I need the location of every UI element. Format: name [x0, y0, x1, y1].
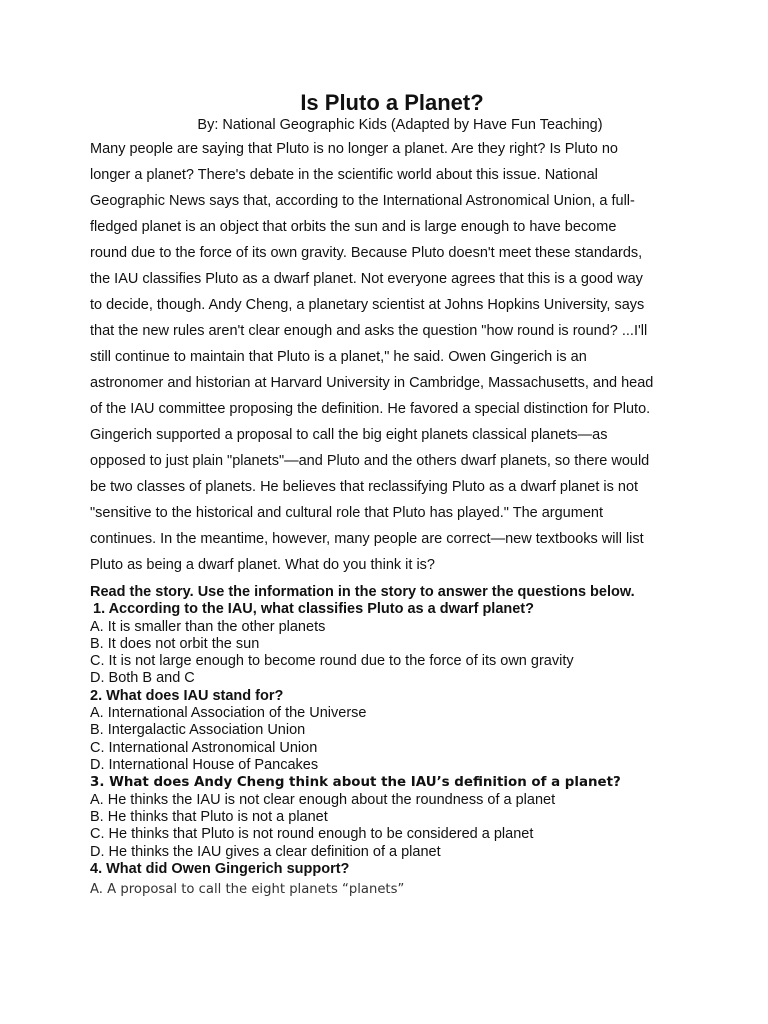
answer-option: D. Both B and C [90, 670, 195, 687]
passage-line: the IAU classifies Pluto as a dwarf planet. Not everyone agrees that this is a good way [90, 271, 643, 287]
passage-line: round due to the force of its own gravity. Because Pluto doesn't meet these standards, [90, 245, 643, 261]
answer-option: C. International Astronomical Union [90, 739, 318, 756]
reading-passage [90, 136, 690, 578]
question-text: 4. What did Owen Gingerich support? [90, 861, 350, 878]
answer-options [90, 705, 690, 774]
answer-options [90, 792, 690, 861]
answer-option: A. International Association of the Universe [90, 705, 367, 722]
question-text: 3. What does Andy Cheng think about the IAU’s definition of a planet? [90, 775, 621, 791]
answer-option: B. Intergalactic Association Union [90, 722, 306, 739]
instructions: Read the story. Use the information in the story to answer the questions below. [90, 584, 635, 600]
answer-option: B. It does not orbit the sun [90, 635, 260, 652]
answer-option: C. He thinks that Pluto is not round enough to be considered a planet [90, 826, 534, 843]
question-1 [90, 601, 690, 688]
question-3 [90, 774, 690, 861]
byline: By: National Geographic Kids (Adapted by Have Fun Teaching) [197, 117, 603, 133]
worksheet-page [90, 90, 690, 898]
passage-line: to decide, though. Andy Cheng, a planetary scientist at Johns Hopkins University, says [90, 297, 645, 313]
answer-option: D. International House of Pancakes [90, 757, 319, 774]
passage-line: fledged planet is an object that orbits the sun and is large enough to have become [90, 219, 617, 235]
passage-line: "sensitive to the historical and cultural role that Pluto has played." The argument [90, 505, 603, 521]
passage-line: Geographic News says that, according to the International Astronomical Union, a full- [90, 193, 635, 209]
passage-line: of the IAU committee proposing the definition. He favored a special distinction for Pluto. [90, 401, 651, 417]
passage-line: Many people are saying that Pluto is no longer a planet. Are they right? Is Pluto no [90, 141, 618, 157]
question-2 [90, 688, 690, 775]
passage-line: astronomer and historian at Harvard University in Cambridge, Massachusetts, and head [90, 375, 654, 391]
question-text: 2. What does IAU stand for? [90, 687, 284, 704]
passage-line: be two classes of planets. He believes that reclassifying Pluto as a dwarf planet is not [90, 479, 639, 495]
passage-line: opposed to just plain "planets"—and Pluto and the others dwarf planets, so there would [90, 453, 650, 469]
answer-option: A. He thinks the IAU is not clear enough about the roundness of a planet [90, 791, 556, 808]
passage-line: that the new rules aren't clear enough and asks the question "how round is round? ...I'll [90, 323, 648, 339]
passage-line: Pluto as being a dwarf planet. What do you think it is? [90, 557, 435, 573]
answer-option: C. It is not large enough to become round due to the force of its own gravity [90, 653, 574, 670]
passage-line: still continue to maintain that Pluto is a planet," he said. Owen Gingerich is an [90, 349, 587, 365]
answer-option: B. He thinks that Pluto is not a planet [90, 809, 328, 826]
page-title: Is Pluto a Planet? [300, 90, 484, 115]
answer-option: A. A proposal to call the eight planets “planets” [90, 881, 405, 897]
question-text: 1. According to the IAU, what classifies Pluto as a dwarf planet? [93, 601, 534, 617]
passage-line: longer a planet? There's debate in the scientific world about this issue. National [90, 167, 598, 183]
answer-option: A. It is smaller than the other planets [90, 618, 326, 635]
answer-options [90, 619, 690, 688]
passage-line: continues. In the meantime, however, many people are correct—new textbooks will list [90, 531, 644, 547]
passage-line: Gingerich supported a proposal to call the big eight planets classical planets—as [90, 427, 608, 443]
answer-option: D. He thinks the IAU gives a clear definition of a planet [90, 843, 441, 860]
answer-options [90, 881, 690, 898]
question-4 [90, 861, 690, 898]
